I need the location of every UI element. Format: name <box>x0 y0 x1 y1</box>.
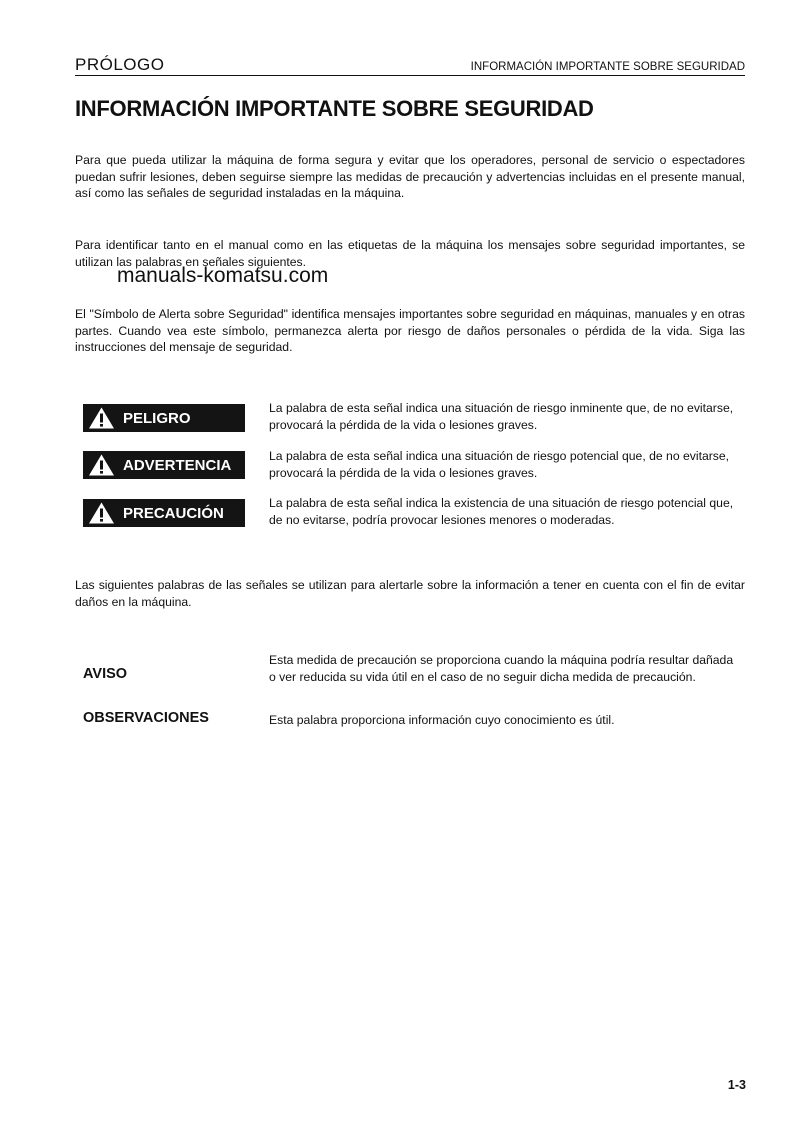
identify-paragraph: Para identificar tanto en el manual como en las etiquetas de la máquina los mensajes sobre seguridad importantes, se utilizan las palabras en señales siguientes. <box>75 238 745 269</box>
signal-description-peligro: La palabra de esta señal indica una situación de riesgo inminente que, de no evitarse, provocará la pérdida de la vida o lesiones graves. <box>269 401 734 432</box>
signal-word-advertencia <box>83 451 245 479</box>
notice-description-observaciones: Esta palabra proporciona información cuyo conocimiento es útil. <box>269 713 615 727</box>
signal-word-label: PRECAUCIÓN <box>123 504 224 522</box>
warning-triangle-icon <box>88 501 115 525</box>
signal-word-peligro <box>83 404 245 432</box>
notice-description-aviso: Esta medida de precaución se proporciona cuando la máquina podría resultar dañada o ver reducida su vida útil en el caso de no seguir dicha medida de precaución. <box>269 653 734 684</box>
signal-word-label: PELIGRO <box>123 409 191 427</box>
signal-description-advertencia: La palabra de esta señal indica una situación de riesgo potencial que, de no evitarse, provocará la pérdida de la vida o lesiones graves. <box>269 449 730 480</box>
header-section: PRÓLOGO <box>75 55 165 74</box>
notice-word-observaciones: OBSERVACIONES <box>83 710 209 726</box>
intro-paragraph: Para que pueda utilizar la máquina de forma segura y evitar que los operadores, personal de servicio o espectadores puedan sufrir lesiones, deben seguirse siempre las medidas de precaución y advertencias incluidas en el presente manual, así como las señales de seguridad instaladas en la máquina. <box>75 153 745 200</box>
watermark-text: manuals-komatsu.com <box>117 264 329 287</box>
signal-word-label: ADVERTENCIA <box>123 456 232 474</box>
warning-triangle-icon <box>88 453 115 477</box>
warning-triangle-icon <box>88 406 115 430</box>
signal-word-precaucion <box>83 499 245 527</box>
header-divider <box>75 75 745 76</box>
page-number: 1-3 <box>727 1078 746 1092</box>
notice-word-aviso: AVISO <box>83 666 128 682</box>
header-topic: INFORMACIÓN IMPORTANTE SOBRE SEGURIDAD <box>470 61 745 73</box>
damage-paragraph: Las siguientes palabras de las señales se utilizan para alertarle sobre la información a tener en cuenta con el fin de evitar daños en la máquina. <box>75 578 745 609</box>
page-title: INFORMACIÓN IMPORTANTE SOBRE SEGURIDAD <box>75 96 594 121</box>
symbol-paragraph: El "Símbolo de Alerta sobre Seguridad" identifica mensajes importantes sobre seguridad en máquinas, manuales y en otras partes. Cuando vea este símbolo, permanezca alerta por riesgo de daños personales o pérdida de la vida. Siga las instrucciones del mensaje de seguridad. <box>75 307 745 354</box>
signal-description-precaucion: La palabra de esta señal indica la existencia de una situación de riesgo potencial que, de no evitarse, podría provocar lesiones menores o moderadas. <box>269 496 734 527</box>
